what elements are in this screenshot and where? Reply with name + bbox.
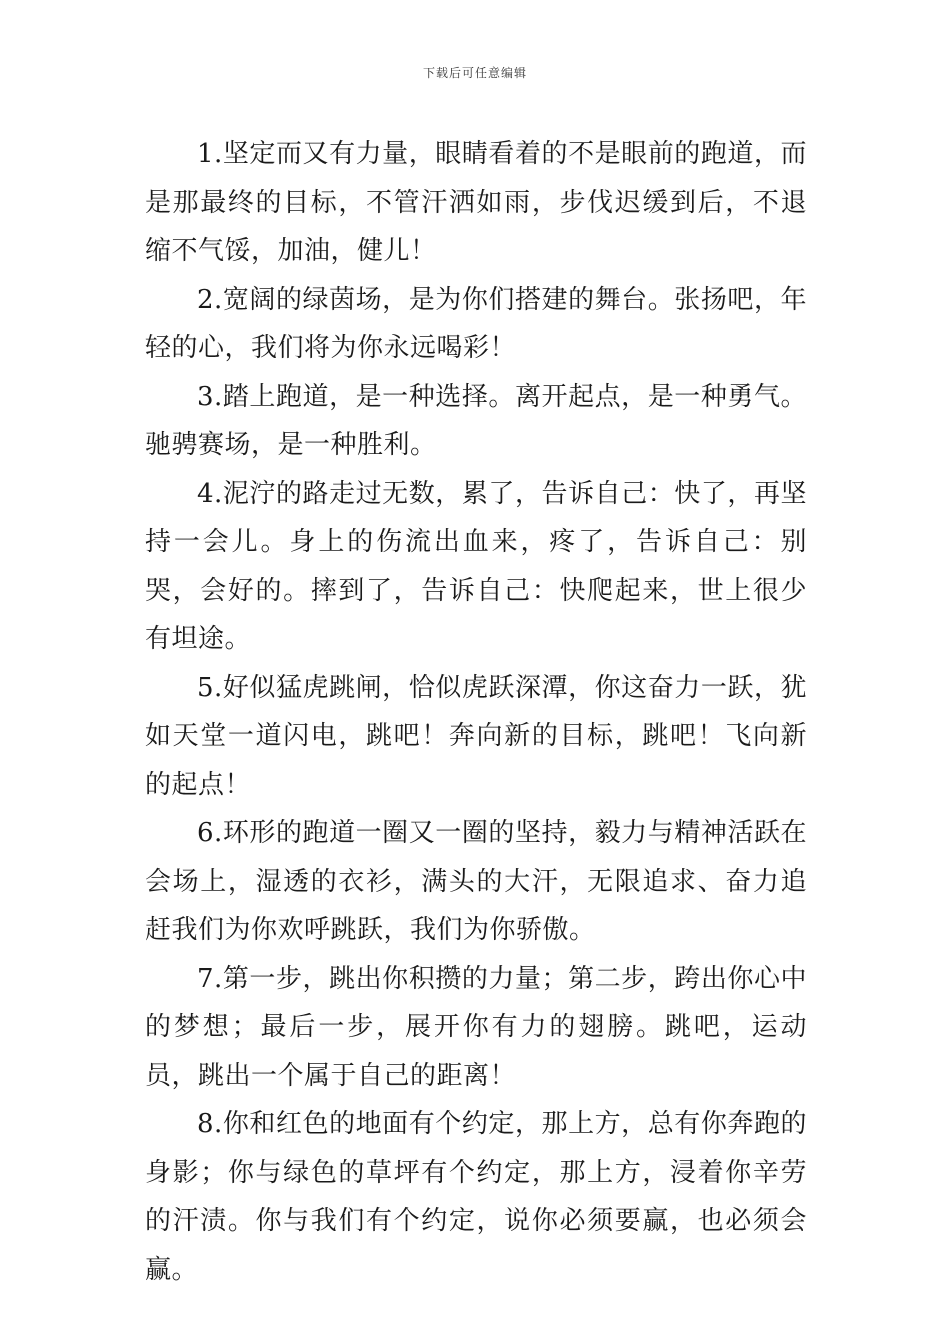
- paragraph-5: 5.好似猛虎跳闸，恰似虎跃深潭，你这奋力一跃，犹如天堂一道闪电，跳吧！奔向新的目标，跳吧！飞向新的起点！: [145, 672, 807, 800]
- paragraph-8: 8.你和红色的地面有个约定，那上方，总有你奔跑的身影；你与绿色的草坪有个约定，那上方，浸着你辛劳的汗渍。你与我们有个约定，说你必须要赢，也必须会赢。: [145, 1109, 807, 1285]
- paragraph-4: 4.泥泞的路走过无数，累了，告诉自己：快了，再坚持一会儿。身上的伤流出血来，疼了，告诉自己：别哭，会好的。摔到了，告诉自己：快爬起来，世上很少有坦途。: [145, 478, 807, 654]
- paragraph-3: 3.踏上跑道，是一种选择。离开起点，是一种勇气。驰骋赛场，是一种胜利。: [145, 381, 807, 460]
- paragraph-1: 1.坚定而又有力量，眼睛看着的不是眼前的跑道，而是那最终的目标，不管汗洒如雨，步伐迟缓到后，不退缩不气馁，加油，健儿！: [145, 139, 807, 266]
- paragraph-6: 6.环形的跑道一圈又一圈的坚持，毅力与精神活跃在会场上，湿透的衣衫，满头的大汗，无限追求、奋力追赶我们为你欢呼跳跃，我们为你骄傲。: [145, 818, 807, 945]
- paragraph-2: 2.宽阔的绿茵场，是为你们搭建的舞台。张扬吧，年轻的心，我们将为你永远喝彩！: [145, 284, 807, 363]
- paragraph-7: 7.第一步，跳出你积攒的力量；第二步，跨出你心中的梦想；最后一步，展开你有力的翅膀。跳吧，运动员，跳出一个属于自己的距离！: [145, 963, 807, 1091]
- document-body: [145, 130, 807, 1294]
- header-note: 下载后可任意编辑: [422, 66, 527, 80]
